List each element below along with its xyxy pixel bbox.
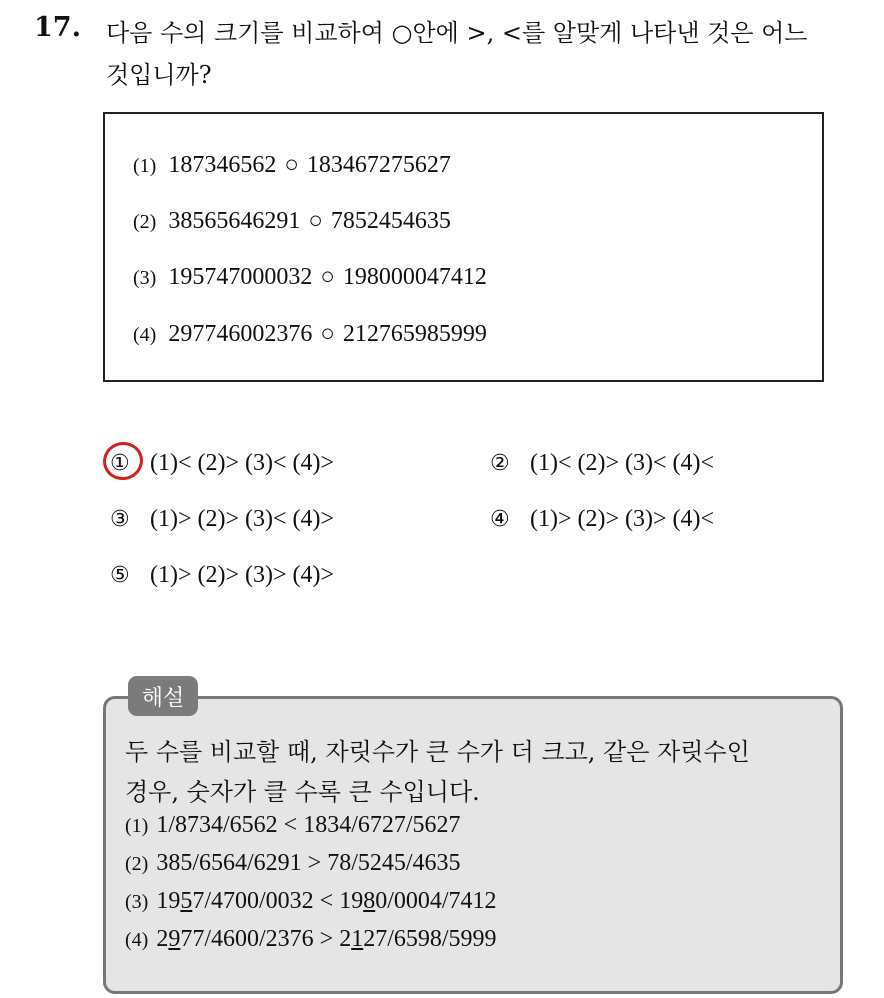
formula-part: 7/4700/0032 < 19 xyxy=(192,888,364,914)
question-number: 17. xyxy=(34,12,81,43)
explanation-line xyxy=(125,888,497,915)
explanation-label: (2) xyxy=(125,853,149,875)
blank-circle: ○ xyxy=(320,264,335,290)
explanation-label: (3) xyxy=(125,891,149,913)
formula-part: 19 xyxy=(156,888,181,914)
problem-left-number: 187346562 xyxy=(168,152,277,178)
underlined-digit: 5 xyxy=(180,888,193,914)
formula-part: 0/0004/7412 xyxy=(375,888,497,914)
choice-number: ④ xyxy=(490,507,510,532)
formula-part: 27/6598/5999 xyxy=(363,926,497,952)
problem-row xyxy=(133,264,487,291)
choice-2[interactable] xyxy=(490,450,714,477)
choice-1[interactable] xyxy=(110,450,334,477)
choice-4[interactable] xyxy=(490,506,714,533)
problem-label: (3) xyxy=(133,267,157,289)
problem-row xyxy=(133,208,451,235)
problem-label: (2) xyxy=(133,211,157,233)
choice-number: ① xyxy=(110,451,130,476)
blank-circle: ○ xyxy=(320,321,335,347)
explanation-tag: 해설 xyxy=(128,676,198,716)
choice-text: (1)> (2)> (3)> (4)< xyxy=(530,506,715,532)
choice-5[interactable] xyxy=(110,562,334,589)
problem-right-number: 183467275627 xyxy=(306,152,451,178)
blank-circle: ○ xyxy=(308,208,323,234)
explanation-paragraph: 두 수를 비교할 때, 자릿수가 큰 수가 더 크고, 같은 자릿수인 xyxy=(125,738,750,766)
problem-label: (1) xyxy=(133,155,157,177)
choice-text: (1)> (2)> (3)> (4)> xyxy=(150,562,335,588)
formula-part: 2 xyxy=(156,926,169,952)
problem-left-number: 195747000032 xyxy=(168,264,313,290)
problem-row xyxy=(133,152,451,179)
problem-left-number: 297746002376 xyxy=(168,321,313,347)
choice-text: (1)< (2)> (3)< (4)< xyxy=(530,450,715,476)
question-line-2: 것입니까? xyxy=(106,61,212,89)
underlined-digit: 8 xyxy=(363,888,376,914)
choice-3[interactable] xyxy=(110,506,334,533)
problem-left-number: 38565646291 xyxy=(168,208,301,234)
explanation-line xyxy=(125,850,461,877)
explanation-line xyxy=(125,812,461,839)
explanation-label: (4) xyxy=(125,929,149,951)
problem-label: (4) xyxy=(133,324,157,346)
explanation-formula: 385/6564/6291 > 78/5245/4635 xyxy=(156,850,461,876)
problem-right-number: 212765985999 xyxy=(342,321,487,347)
choice-text: (1)< (2)> (3)< (4)> xyxy=(150,450,335,476)
explanation-paragraph: 경우, 숫자가 클 수록 큰 수입니다. xyxy=(125,778,480,806)
blank-circle: ○ xyxy=(284,152,299,178)
problem-right-number: 198000047412 xyxy=(342,264,487,290)
underlined-digit: 1 xyxy=(351,926,364,952)
problem-row xyxy=(133,321,487,348)
explanation-formula: 1/8734/6562 < 1834/6727/5627 xyxy=(156,812,461,838)
formula-part: 77/4600/2376 > 2 xyxy=(180,926,352,952)
explanation-label: (1) xyxy=(125,815,149,837)
choice-number: ② xyxy=(490,451,510,476)
choice-number: ③ xyxy=(110,507,130,532)
choice-text: (1)> (2)> (3)< (4)> xyxy=(150,506,335,532)
explanation-line xyxy=(125,926,497,953)
question-line-1: 다음 수의 크기를 비교하여 ○안에 >, <를 알맞게 나타낸 것은 어느 xyxy=(106,19,808,47)
question-text xyxy=(106,12,866,96)
underlined-digit: 9 xyxy=(168,926,181,952)
choice-number: ⑤ xyxy=(110,563,130,588)
problem-right-number: 7852454635 xyxy=(330,208,451,234)
problem-box xyxy=(103,112,824,382)
